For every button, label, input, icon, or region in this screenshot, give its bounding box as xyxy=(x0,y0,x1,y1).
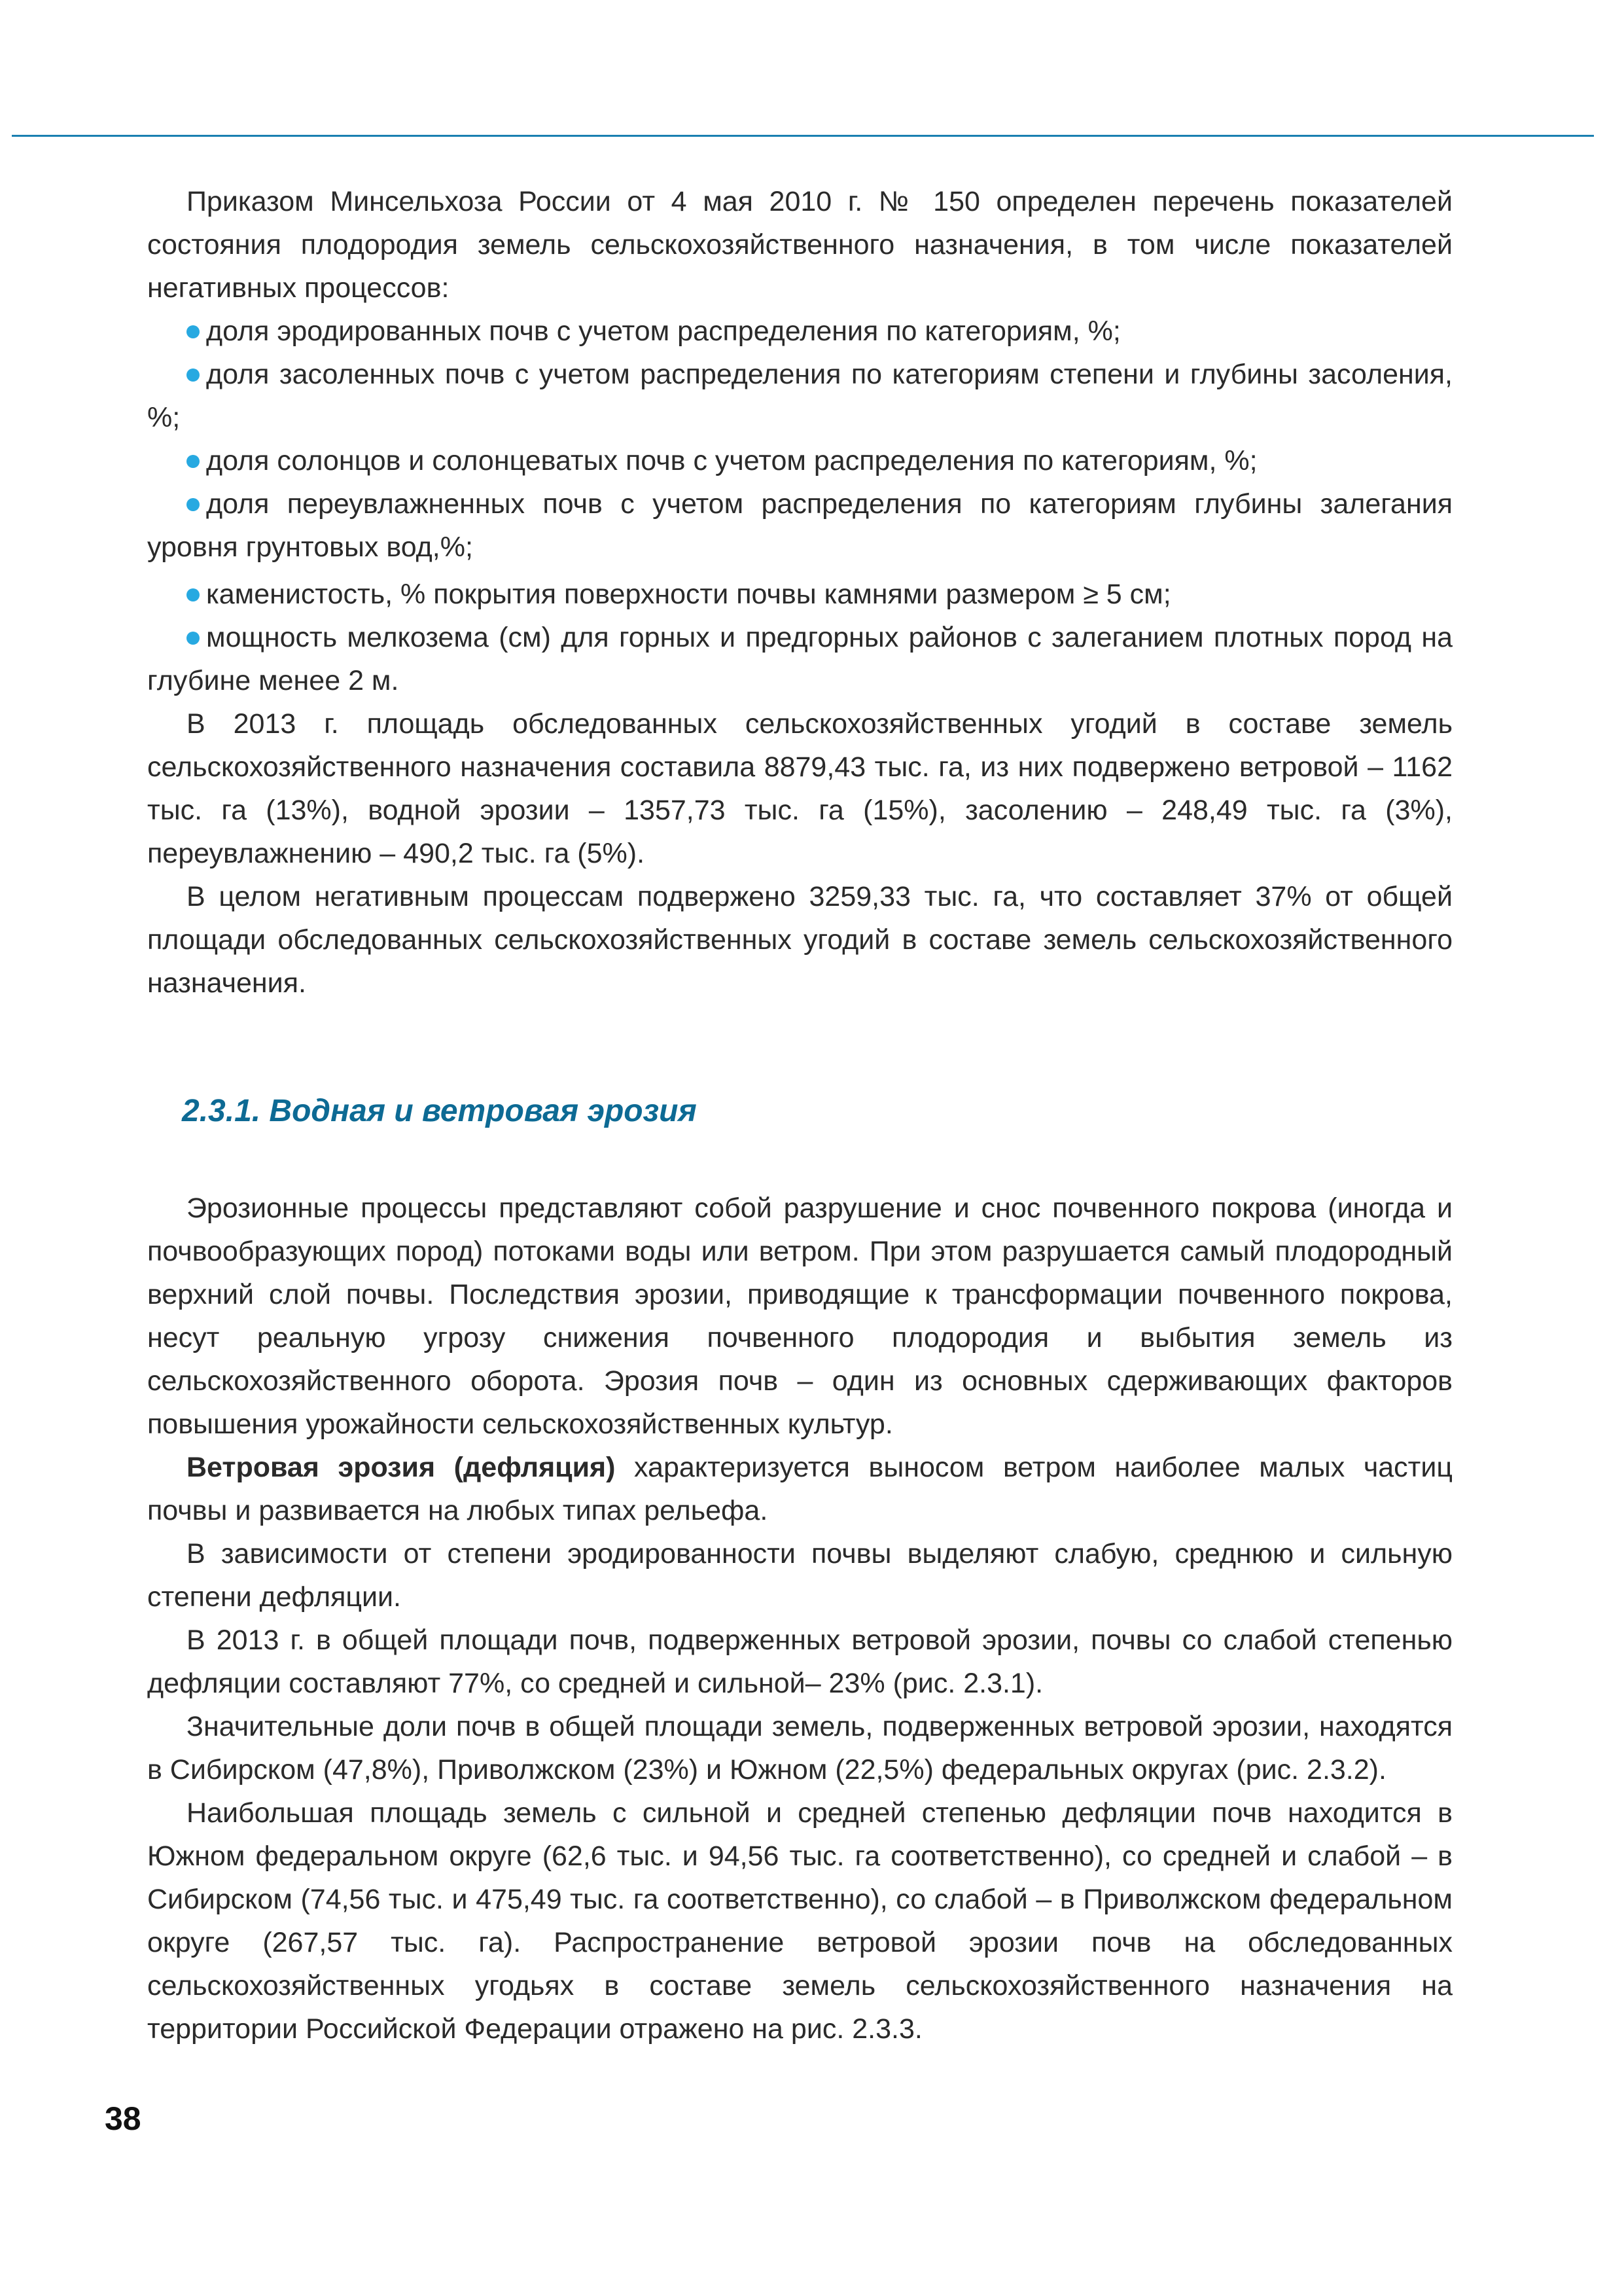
wind-erosion-term: Ветровая эрозия (дефляция) xyxy=(186,1452,616,1483)
page-number: 38 xyxy=(105,2100,141,2137)
page-content xyxy=(147,180,1453,2051)
intro-paragraph: Приказом Минсельхоза России от 4 мая 2010 г. № 150 определен перечень показателей состояния плодородия земель сельскохозяйственного назначения, в том числе показателей негативных процессов: xyxy=(147,186,1453,304)
bullet-item xyxy=(147,353,1453,439)
bullet-text: доля солонцов и солонцеватых почв с учетом распределения по категориям, %; xyxy=(206,445,1258,476)
summary-2013-paragraph: В 2013 г. площадь обследованных сельскохозяйственных угодий в составе земель сельскохозяйственного назначения составила 8879,43 тыс. га, из них подвержено ветровой – 1162 тыс. га (13%), водной эрозии – 1357,73 тыс. га (15%), засолению – 248,49 тыс. га (3%), переувлажнению – 490,2 тыс. га (5%). xyxy=(147,708,1453,869)
bullet-item xyxy=(147,573,1453,616)
bullet-item xyxy=(147,482,1453,569)
section-body xyxy=(147,1187,1453,2051)
section-heading: 2.3.1. Водная и ветровая эрозия xyxy=(182,1094,697,1128)
wind-erosion-paragraph xyxy=(147,1446,1453,1532)
bullet-text: мощность мелкозема (см) для горных и предгорных районов с залеганием плотных пород на глубине менее 2 м. xyxy=(147,622,1453,696)
bullet-item xyxy=(147,310,1453,353)
bullet-text: каменистость, % покрытия поверхности почвы камнями размером ≥ 5 см; xyxy=(206,579,1171,610)
deflation-degrees-paragraph: В зависимости от степени эродированности почвы выделяют слабую, среднюю и сильную степени дефляции. xyxy=(147,1538,1453,1613)
header-rule xyxy=(12,135,1594,137)
bullet-item xyxy=(147,616,1453,702)
bullet-text: доля переувлажненных почв с учетом распределения по категориям глубины залегания уровня грунтовых вод,%; xyxy=(147,488,1453,563)
bullet-dot-icon xyxy=(186,325,200,338)
bullet-text: доля эродированных почв с учетом распределения по категориям, %; xyxy=(206,315,1121,347)
erosion-intro-paragraph: Эрозионные процессы представляют собой разрушение и снос почвенного покрова (иногда и почвообразующих пород) потоками воды или ветром. При этом разрушается самый плодородный верхний слой почвы. Последствия эрозии, приводящие к трансформации почвенного покрова, несут реальную угрозу снижения почвенного плодородия и выбытия земель из сельскохозяйственного оборота. Эрозия почв – один из основных сдерживающих факторов повышения урожайности сельскохозяйственных культур. xyxy=(147,1193,1453,1440)
wind-erosion-definition: характеризуется выносом ветром наиболее малых частиц почвы и развивается на любых типах рельефа. xyxy=(147,1452,1453,1526)
bullet-dot-icon xyxy=(186,632,200,645)
district-area-paragraph: Наибольшая площадь земель с сильной и средней степенью дефляции почв находится в Южном федеральном округе (62,6 тыс. и 94,56 тыс. га соответственно), со средней и слабой – в Сибирском (74,56 тыс. и 475,49 тыс. га соответственно), со слабой – в Приволжском федеральном округе (267,57 тыс. га). Распространение ветровой эрозии почв на обследованных сельскохозяйственных угодьях в составе земель сельскохозяйственного назначения на территории Российской Федерации отражено на рис. 2.3.3. xyxy=(147,1797,1453,2045)
deflation-share-paragraph: В 2013 г. в общей площади почв, подверженных ветровой эрозии, почвы со слабой степенью дефляции составляют 77%, со средней и сильной– 23% (рис. 2.3.1). xyxy=(147,1624,1453,1699)
bullet-dot-icon xyxy=(186,588,200,601)
bullet-dot-icon xyxy=(186,455,200,468)
district-share-paragraph: Значительные доли почв в общей площади земель, подверженных ветровой эрозии, находятся в Сибирском (47,8%), Приволжском (23%) и Южном (22,5%) федеральных округах (рис. 2.3.2). xyxy=(147,1711,1453,1785)
bullet-text: доля засоленных почв с учетом распределения по категориям степени и глубины засоления, %; xyxy=(147,359,1453,433)
bullet-dot-icon xyxy=(186,498,200,511)
bullet-dot-icon xyxy=(186,368,200,382)
bullet-item xyxy=(147,439,1453,482)
summary-total-paragraph: В целом негативным процессам подвержено 3259,33 тыс. га, что составляет 37% от общей площади обследованных сельскохозяйственных угодий в составе земель сельскохозяйственного назначения. xyxy=(147,881,1453,999)
